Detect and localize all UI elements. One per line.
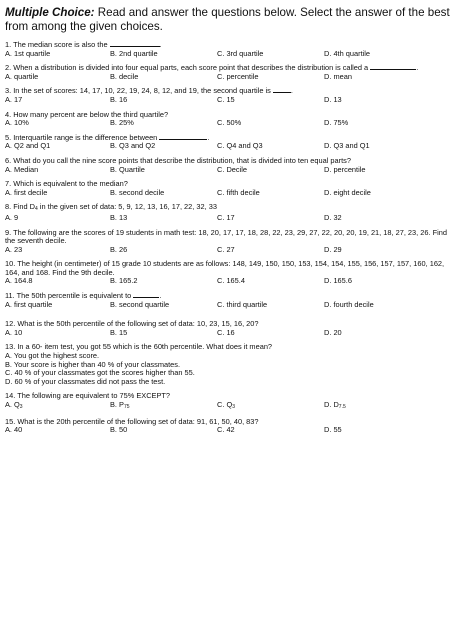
question-text: 13. In a 60- item test, you got 55 which is the 60th percentile. What does it mean? [5,342,273,352]
answer-option: D. Q3 and Q1 [324,141,370,151]
question-text-end: in the given set of data: 5, 9, 12, 13, 16, 17, 22, 32, 33 [37,202,217,212]
answer-option: D. 32 [324,212,342,222]
answer-option: A. first quartile [5,299,53,309]
answer-option: B. 165.2 [110,276,138,286]
answer-option: A. 9 [5,212,19,222]
answer-option: D. mean [324,71,352,81]
answer-option: A. 17 [5,94,23,104]
subscript: 3 [232,404,235,410]
spacer [5,309,455,314]
question-item [5,343,455,386]
answer-option: A. 10% [5,118,29,128]
answer-option: C. 16 [217,327,235,337]
question-text: 15. What is the 20th percentile of the following set of data: 91, 61, 50, 40, 83? [5,416,259,426]
question-item [5,180,455,197]
answer-option: B. second quartile [110,299,170,309]
answer-option: C. 15 [217,94,235,104]
answer-option: C. percentile [217,71,259,81]
options-row [5,166,455,175]
subscript: 3 [19,404,23,410]
answer-option: B. 2nd quartile [110,48,158,58]
answer-option: B. 15 [110,327,128,337]
answer-option: A. Q2 and Q1 [5,141,51,151]
question-item [5,64,455,81]
header-instructions: Read and answer the questions below. Select the answer of the best from among the given choices. [5,6,450,33]
instructions-header [5,6,455,34]
options-row [5,73,455,82]
answer-blank [159,139,207,140]
answer-option: B. 13 [110,212,128,222]
answer-option: A. quartile [5,71,39,81]
answer-option: D. percentile [324,164,366,174]
question-text: 2. When a distribution is divided into four equal parts, each score point that describes the distribution is called a [5,63,369,73]
answer-blank [133,297,159,298]
header-title: Multiple Choice: [5,6,95,19]
options-row [5,246,455,255]
answer-option: C. third quartile [217,299,268,309]
options-row [5,119,455,128]
answer-option: B. Q3 and Q2 [110,141,156,151]
question-text: 12. What is the 50th percentile of the following set of data: 10, 23, 15, 16, 20? [5,319,259,329]
options-row [5,301,455,310]
options-row [5,426,455,435]
option-text: D. D [324,400,339,409]
answer-option: C. 42 [217,425,235,435]
answer-option: C. Q4 and Q3 [217,141,263,151]
answer-option: D. 20 [324,327,342,337]
option-text: A. Q [5,400,20,409]
answer-option: C. 17 [217,212,235,222]
answer-option: A. Median [5,164,39,174]
answer-option: D. eight decile [324,187,371,197]
question-text: 10. The height (in centimeter) of 15 grade 10 students are as follows: 148, 149, 150, 150, 153, 154, 154, 155, 156, 157, 157, 160, 162, 164, and 168. Find the 9th decile. [5,259,445,277]
answer-option: A. 10 [5,327,23,337]
answer-option: D. 55 [324,425,342,435]
answer-option: D. 60 % of your classmates did not pass the test. [5,376,166,386]
question-stem [5,229,455,246]
answer-blank [110,46,160,47]
answer-option: C. Decile [217,164,247,174]
question-item [5,392,455,411]
answer-option: C. 50% [217,118,242,128]
answer-option: A. first decile [5,187,48,197]
question-item [5,157,455,174]
question-text: 1. The median score is also the [5,40,108,49]
question-text: 8. Find D [5,202,35,212]
question-text: 5. Interquartile range is the difference between [5,132,158,142]
question-text-end: . [290,86,293,96]
options-row [5,142,455,151]
answer-option: B. 16 [110,94,128,104]
options-list [5,352,455,386]
question-text: 7. Which is equivalent to the median? [5,179,128,189]
answer-option: C. fifth decile [217,187,260,197]
answer-option: C. 165.4 [217,276,245,286]
answer-option: A. 40 [5,425,23,435]
question-text: 11. The 50th percentile is equivalent to [5,291,132,301]
question-item [5,203,455,222]
question-text: 3. In the set of scores: 14, 17, 10, 22, 19, 24, 8, 12, and 19, the second quartile is [5,86,271,96]
answer-option: B. decile [110,71,139,81]
options-row [5,277,455,286]
question-text: 14. The following are equivalent to 75% EXCEPT? [5,391,171,401]
question-item [5,41,455,58]
question-item [5,134,455,151]
answer-option: B. 26 [110,244,128,254]
answer-option: C. 40 % of your classmates got the scores higher than 55. [5,368,195,378]
options-row [5,401,455,412]
answer-option: D. 29 [324,244,342,254]
question-text: 6. What do you call the nine score points that describe the distribution, that is divided into ten equal parts? [5,155,351,165]
answer-option: B. 25% [110,118,134,128]
answer-option: B. Quartile [110,164,145,174]
options-row [5,329,455,338]
question-item [5,87,455,104]
question-text: 4. How many percent are below the third quartile? [5,109,169,119]
question-item [5,320,455,337]
question-text-end: . [416,63,419,73]
question-item [5,229,455,255]
answer-option: A. You got the highest score. [5,351,100,361]
option-text: C. Q [217,400,233,409]
options-row [5,214,455,223]
option-text: B. P [110,400,124,409]
options-row [5,189,455,198]
answer-blank [273,92,291,93]
answer-option: B. Your score is higher than 40 % of your classmates. [5,359,181,369]
answer-option: A. 23 [5,244,23,254]
question-stem [5,260,455,277]
answer-blank [370,69,416,70]
question-item [5,260,455,286]
answer-option [110,401,217,412]
answer-option: D. 4th quartile [324,48,371,58]
question-text-end: . [207,132,210,142]
question-list [5,41,455,435]
answer-option [217,401,324,412]
subscript: 75 [123,404,130,410]
options-row [5,96,455,105]
question-item [5,292,455,314]
question-text-end: . [159,40,162,49]
answer-option [5,401,110,412]
answer-option: D. 165.6 [324,276,352,286]
question-item [5,111,455,128]
options-row [5,50,455,59]
answer-option: A. 164.8 [5,276,33,286]
answer-option: D. 13 [324,94,342,104]
subscript: 4 [35,206,38,213]
question-item [5,418,455,435]
question-text-end: . [159,291,162,301]
answer-option: D. 75% [324,118,349,128]
answer-option: C. 27 [217,244,235,254]
answer-option: B. second decile [110,187,165,197]
answer-option: B. 50 [110,425,128,435]
question-text: 9. The following are the scores of 19 students in math test: 18, 20, 17, 17, 18, 28, 22, 23, 29, 27, 22, 20, 20, 19, 21, 18, 27, 23, 26. Find the seventh decile. [5,227,447,246]
answer-option: D. fourth decile [324,299,374,309]
answer-option [324,401,454,412]
answer-option: A. 1st quartile [5,48,51,58]
subscript: 7.5 [338,404,346,410]
answer-option: C. 3rd quartile [217,48,264,58]
